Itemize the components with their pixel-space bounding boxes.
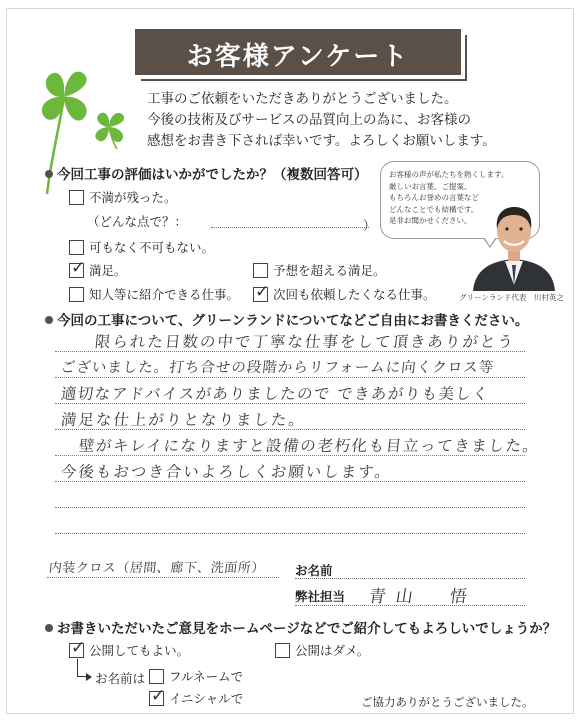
- checkbox-checked[interactable]: [149, 691, 164, 706]
- checkbox[interactable]: [275, 643, 290, 658]
- handwritten-comment-line: 満足な仕上がりとなりました。: [59, 411, 307, 429]
- option-neutral[interactable]: 可もなく不可もない。: [69, 238, 214, 256]
- name-line[interactable]: [295, 578, 525, 579]
- option-dissatisfied[interactable]: 不満が残った。: [69, 188, 177, 206]
- handwritten-comment-line: 適切なアドバイスがありましたので できあがりも美しく: [59, 385, 491, 403]
- ruled-line: [55, 533, 525, 534]
- handwritten-comment-line: ございました。打ち合せの段階からリフォームに向くクロス等: [60, 360, 495, 376]
- representative-portrait: [467, 199, 561, 291]
- speech-bubble: お客様の声が私たちを熱くします。 厳しいお言葉、ご提案、 もちろんお誉めの言葉など どんなことでも結構です。 是非お聞かせください。: [380, 161, 540, 239]
- staff-signature: 青山 悟: [367, 587, 479, 607]
- checkbox-checked[interactable]: [253, 287, 268, 302]
- evaluation-question: 今回工事の評価はいかがでしたか？（複数回答可）: [45, 163, 368, 183]
- option-satisfied[interactable]: ✓ 満足。: [69, 261, 127, 279]
- handwritten-comment-line: 限られた日数の中で丁寧な仕事をして頂きありがとう: [93, 333, 516, 351]
- which-point-close: ）: [363, 218, 376, 233]
- work-note-line: [47, 577, 279, 578]
- checkbox[interactable]: [69, 190, 84, 205]
- checkbox[interactable]: [69, 287, 84, 302]
- option-request-again[interactable]: ✓ 次回も依頼したくなる仕事。: [253, 285, 436, 303]
- survey-sheet: [6, 8, 574, 714]
- handwritten-comment-line: 今後もおつき合いよろしくお願いします。: [59, 463, 393, 481]
- bullet-icon: [45, 624, 53, 632]
- option-recommendable[interactable]: 知人等に紹介できる仕事。: [69, 285, 239, 303]
- checkbox-checked[interactable]: [69, 643, 84, 658]
- ruled-line: [55, 377, 525, 378]
- option-publish-no[interactable]: 公開はダメ。: [275, 641, 369, 659]
- comments-question: 今回の工事について、グリーンランドについてなどご自由にお書きください。: [45, 309, 528, 329]
- arrow-right-icon: [86, 673, 92, 681]
- checkbox[interactable]: [149, 669, 164, 684]
- name-format-label: お名前は: [95, 671, 146, 686]
- name-label: お名前: [295, 563, 333, 578]
- option-publish-ok[interactable]: ✓ 公開してもよい。: [69, 641, 189, 659]
- staff-line: [295, 605, 525, 606]
- checkbox[interactable]: [253, 263, 268, 278]
- which-point-line[interactable]: [211, 227, 369, 228]
- checkbox[interactable]: [69, 240, 84, 255]
- bullet-icon: [45, 170, 53, 178]
- bullet-icon: [45, 316, 53, 324]
- portrait-caption: グリーンランド代表 川村英之: [459, 293, 564, 302]
- which-point-label: （どんな点で？：: [87, 214, 188, 229]
- intro-text: 工事のご依頼をいただきありがとうございました。 今後の技術及びサービスの品質向上の為に、お客様の 感想をお書き下されば幸いです。よろしくお願いします。: [147, 91, 496, 149]
- option-fullname[interactable]: フルネームで: [149, 667, 243, 685]
- handwritten-work-note: 内装クロス（居間、廊下、洗面所）: [48, 561, 266, 576]
- option-beyond-expectation[interactable]: 予想を超える満足。: [253, 261, 386, 279]
- handwritten-comment-line: 壁がキレイになりますと設備の老朽化も目立ってきました。: [77, 437, 541, 455]
- ruled-line: [55, 507, 525, 508]
- staff-label: 弊社担当: [295, 589, 346, 604]
- option-initial[interactable]: ✓ イニシャルで: [149, 689, 243, 707]
- small-clover-icon: [87, 105, 131, 151]
- publish-question: お書きいただいたご意見をホームページなどでご紹介してもよろしいでしょうか？: [45, 617, 556, 637]
- page-title: お客様アンケート: [186, 42, 410, 72]
- thanks-text: ご協力ありがとうございました。: [361, 695, 534, 709]
- checkbox-checked[interactable]: [69, 263, 84, 278]
- title-banner: [135, 29, 461, 75]
